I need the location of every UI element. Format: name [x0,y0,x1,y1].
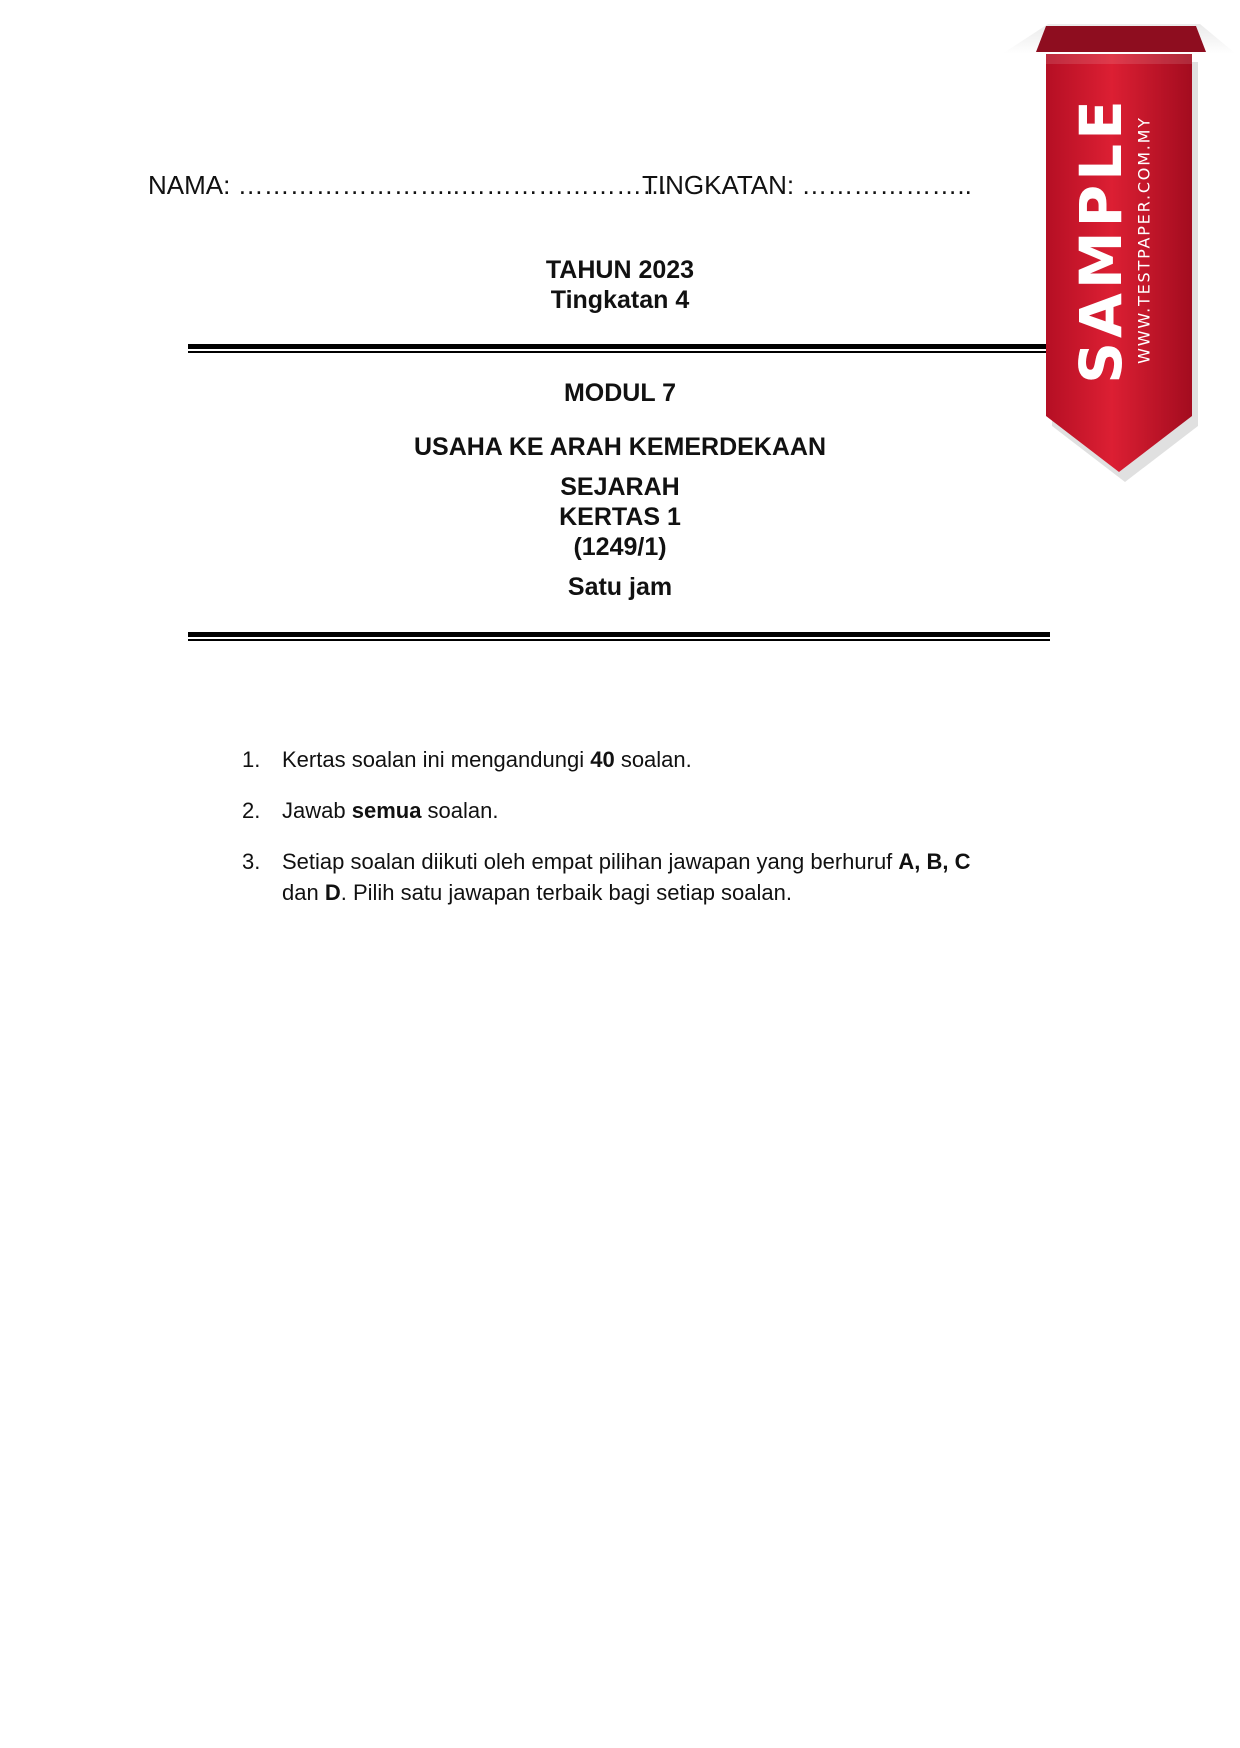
instruction-text: Jawab [282,798,352,823]
paper-number: KERTAS 1 [559,503,681,531]
sample-site-url: WWW.TESTPAPER.COM.MY [1134,116,1154,364]
instruction-emphasis: A, B, C [898,849,971,874]
subject-name: SEJARAH [560,473,680,501]
instruction-text: Kertas soalan ini mengandungi [282,747,591,772]
paper-code: (1249/1) [573,533,667,561]
exam-year: TAHUN 2023 [545,256,695,284]
instruction-text: soalan. [421,798,499,823]
instruction-text: Setiap soalan diikuti oleh empat pilihan jawapan yang berhuruf [282,849,899,874]
instruction-number: 1. [242,747,261,772]
instruction-text: dan [282,880,325,905]
instruction-text: . Pilih satu jawapan terbaik bagi setiap soalan. [340,880,792,905]
subject-group [220,472,1020,562]
instruction-text: soalan. [614,747,692,772]
instruction-emphasis: semua [351,798,422,823]
form-level: Tingkatan 4 [550,286,690,314]
top-divider [188,344,1050,349]
module-title: MODUL 7 [563,379,677,407]
instruction-item [242,846,1012,908]
instruction-number: 3. [242,849,261,874]
module-topic: USAHA KE ARAH KEMERDEKAAN [413,433,827,461]
exam-duration: Satu jam [567,573,673,601]
exam-header [420,255,820,315]
instruction-emphasis: 40 [590,747,615,772]
instructions-list [242,744,1012,928]
instruction-number: 2. [242,798,261,823]
student-info-row [148,168,972,202]
sample-label: SAMPLE [1067,96,1135,384]
bottom-divider [188,632,1050,637]
class-field-label: TINGKATAN: ……………….. [642,170,972,200]
name-field-label: NAMA: ……………………..…………………… [148,170,669,200]
instruction-emphasis: D [324,880,341,905]
instruction-item [242,744,1012,775]
instruction-item [242,795,1012,826]
